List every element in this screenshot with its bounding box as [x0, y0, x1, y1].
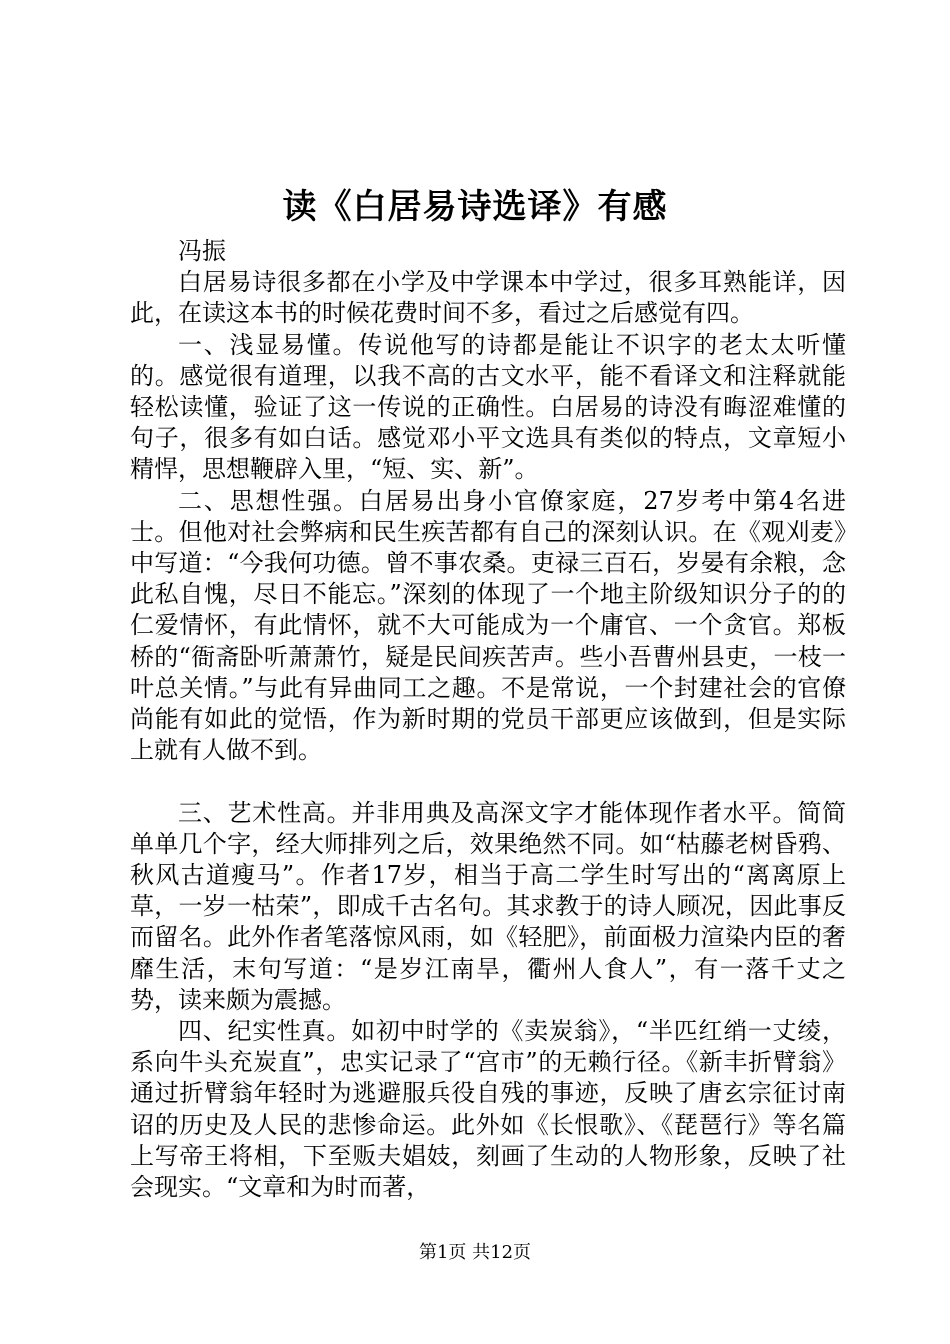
- paragraph-point-1: 一、浅显易懂。传说他写的诗都是能让不识字的老太太听懂的。感觉很有道理，以我不高的古文水平，能不看译文和注释就能轻松读懂，验证了这一传说的正确性。白居易的诗没有晦涩难懂的句子，很多有如白话。感觉邓小平文选具有类似的特点，文章短小精悍，思想鞭辟入里，“短、实、新”。: [130, 330, 846, 484]
- paragraph-intro: 白居易诗很多都在小学及中学课本中学过，很多耳熟能详，因此，在读这本书的时候花费时间不多，看过之后感觉有四。: [130, 268, 846, 328]
- paragraph-point-3: 三、艺术性高。并非用典及高深文字才能体现作者水平。简简单单几个字，经大师排列之后，效果绝然不同。如“枯藤老树昏鸦、秋风古道瘦马”。作者17岁，相当于高二学生时写出的“离离原上草，一岁一枯荣”，即成千古名句。其求教于的诗人顾况，因此事反而留名。此外作者笔落惊风雨，如《轻肥》，前面极力渲染内臣的奢靡生活，末句写道：“是岁江南旱，衢州人食人”，有一落千丈之势，读来颇为震撼。: [130, 798, 846, 1014]
- paragraph-point-2: 二、思想性强。白居易出身小官僚家庭，27岁考中第4名进士。但他对社会弊病和民生疾苦都有自己的深刻认识。在《观刈麦》中写道：“今我何功德。曾不事农桑。吏禄三百石，岁晏有余粮，念此私自愧，尽日不能忘。”深刻的体现了一个地主阶级知识分子的的仁爱情怀，有此情怀，就不大可能成为一个庸官、一个贪官。郑板桥的“衙斋卧听萧萧竹，疑是民间疾苦声。些小吾曹州县吏，一枝一叶总关情。”与此有异曲同工之趣。不是常说，一个封建社会的官僚尚能有如此的觉悟，作为新时期的党员干部更应该做到，但是实际上就有人做不到。: [130, 486, 846, 765]
- paragraph-point-4: 四、纪实性真。如初中时学的《卖炭翁》，“半匹红绡一丈绫，系向牛头充炭直”，忠实记录了“宫市”的无赖行径。《新丰折臂翁》通过折臂翁年轻时为逃避服兵役自残的事迹，反映了唐玄宗征讨南诏的历史及人民的悲惨命运。此外如《长恨歌》、《琵琶行》等名篇上写帝王将相，下至贩夫娼妓，刻画了生动的人物形象，反映了社会现实。“文章和为时而著，: [130, 1017, 846, 1202]
- document-body: [130, 236, 846, 1203]
- document-title: 读《白居易诗选译》有感: [282, 187, 668, 227]
- author-line: 冯振: [178, 237, 226, 265]
- page-number: 第1页 共12页: [418, 1242, 532, 1263]
